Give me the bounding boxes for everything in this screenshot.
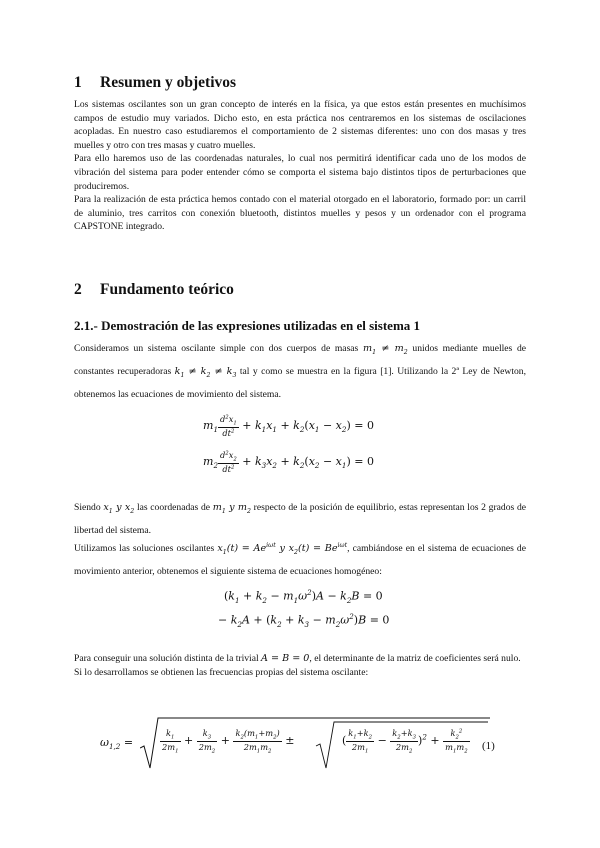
math-inline: $k_1 \ne k_2 \ne k_3$	[174, 365, 237, 379]
math-inline: $m_1$ y $m_2$	[212, 502, 251, 515]
section-1-heading	[74, 74, 236, 92]
equation-number: (1)	[482, 740, 495, 752]
section-1-body	[74, 98, 526, 234]
paragraph: Para la realización de esta práctica hemos contado con el material otorgado en el laboratorio, formado por: un carril de aluminio, tres carritos con conexión bluetooth, distintos muelles y pesos y un ordenador con el programa CAPSTONE integrado.	[74, 194, 526, 233]
determinant-paragraph	[74, 652, 526, 680]
intro-paragraph	[74, 339, 526, 404]
document-page: 1 Resumen y objetivos Los sistemas oscilantes son un gran concepto de interés en la física, ya que estos están presentes en muchísimos campos de estudio muy variados. Dicho esto, en esta práctica nos centraremos en los sistemas de oscilaciones acopladas. En nuestro caso estudiaremos el comportamiento de 2 sistemas diferentes: uno con dos masas y tres muelles y otro con tres masas y cuatro muelles. Para ello haremos uso de las coordenadas naturales, lo cual nos permitirá identificar cada uno de los modos de vibración del sistema para poder entender cómo se comporta el sistema bajo distintos tipos de perturbaciones que produciremos. Para la realización de esta práctica hemos contado con el material otorgado en el laboratorio, formado por: un carril de aluminio, tres carritos con conexión bluetooth, distintos muelles y pesos y un ordenador con el programa CAPSTONE integrado. 2 Fundamento teórico 2.1.- Demostración de las expresiones utilizadas en el sistema 1 Consideramos un sistema oscilante simple con dos cuerpos de masas $m_1 \ne m_2$ unidos mediante muelles de constantes recuperadoras $k_1 \ne k_2 \ne k_3$ tal y como se muestra en la figura [1]. Utilizando la 2ª Ley de Newton, obtenemos las ecuaciones de movimiento del sistema. $m_1$ $\frac{d^2x_1}{dt^2}$ + $k_1x_1 + k_2(x_1 - x_2) = 0$ $m_2$ $\frac{d^2x_2}{dt^2}$ + $k_3x_2 + k_2(x_2 - x_1) = 0$ Siendo $x_1$ y $x_2$ las coordenadas de $m_1$ y $m_2$ respecto de la posición de equilibrio, estas representan los 2 grados de libertad del sistema. Utilizamos las soluciones oscilantes $x_1(t) = Ae^{i\omega t}$ y $x_2(t) = Be^{i\omega t}$, cambiándose en el sistema de ecuaciones de movimiento anterior, obtenemos el siguiente sistema de ecuaciones homogéneo: $(k_1 + k_2 - m_1\omega^2)A - k_2B = 0$ − $k_2A + (k_2 + k_3 - m_2\omega^2)B = 0$ Para conseguir una solución distinta de la trivial A = B = 0, el determinante de la matriz de coeficientes será nulo. Si lo desarrollamos se obtienen las frecuencias propias del sistema oscilante: $\omega_{1,2}$ = $\frac{k_1}{2m_1}$ + $\frac{k_3}{2m_2}$ + $\frac{k_2(m_1+m_2)}{2m_1m_2}$ ± ( $\frac{k_1+k_2}{2m_1}$ − $\frac{k_2+k_3}{2m_2}$ )$^2$ + $\frac{k_2^2}{m_1m_2}$ (1)	[0, 0, 600, 848]
math-inline: $x_1$ y $x_2$	[103, 502, 135, 515]
equation-homogeneous-2: − $k_2A + (k_2 + k_3 - m_2\omega^2)B = 0$	[218, 612, 390, 629]
paragraph: Para ello haremos uso de las coordenadas naturales, lo cual nos permitirá identificar cada uno de los modos de vibración del sistema para poder entender cómo se comporta el sistema bajo distintos tipos de perturbaciones que produciremos.	[74, 153, 526, 192]
text: Para conseguir una solución distinta de la trivial	[74, 653, 259, 664]
coordinates-paragraph	[74, 498, 526, 540]
text: unidos mediante muelles de constantes recuperadoras	[74, 343, 526, 377]
section-title: Fundamento teórico	[100, 281, 234, 298]
equation-motion-2: $m_2$ $\frac{d^2x_2}{dt^2}$ + $k_3x_2 + k_2(x_2 - x_1) = 0$	[203, 450, 374, 474]
text: Siendo	[74, 502, 101, 513]
text: tal y como se muestra en la figura [1]. Utilizando la 2ª Ley de Newton, obtenemos las ecuaciones de movimiento del sistema.	[74, 365, 526, 400]
math-inline: A = B = 0	[261, 653, 310, 664]
section-number: 1	[74, 74, 82, 91]
section-2-heading	[74, 281, 234, 299]
text: , cambiándose en el sistema de ecuaciones de movimiento anterior, obtenemos el siguiente sistema de ecuaciones homogéneo:	[74, 543, 526, 578]
section-title: Resumen y objetivos	[100, 74, 237, 91]
solutions-paragraph	[74, 536, 526, 581]
paragraph: Los sistemas oscilantes son un gran concepto de interés en la física, ya que estos están presentes en muchísimos campos de estudio muy variados. Dicho esto, en esta práctica nos centraremos en los sistemas de oscilaciones acopladas. En nuestro caso estudiaremos el comportamiento de 2 sistemas diferentes: uno con dos masas y tres muelles y otro con tres masas y cuatro muelles.	[74, 99, 526, 151]
equation-motion-1: $m_1$ $\frac{d^2x_1}{dt^2}$ + $k_1x_1 + k_2(x_1 - x_2) = 0$	[203, 414, 374, 438]
text: Utilizamos las soluciones oscilantes	[74, 543, 215, 555]
text: las coordenadas de	[136, 502, 210, 513]
equation-homogeneous-1: $(k_1 + k_2 - m_1\omega^2)A - k_2B = 0$	[224, 588, 383, 605]
text: , el determinante de la matriz de coeficientes será nulo.	[309, 653, 521, 664]
math-inline: $m_1 \ne m_2$	[362, 343, 408, 356]
section-number: 2	[74, 281, 82, 298]
text: Consideramos un sistema oscilante simple con dos cuerpos de masas	[74, 343, 359, 354]
math-inline: $x_1(t) = Ae^{i\omega t}$ y $x_2(t) = Be^{i\omega t}$	[217, 542, 348, 557]
text: respecto de la posición de equilibrio, estas representan los 2 grados de libertad del sistema.	[74, 502, 526, 536]
subsection-heading: 2.1.- Demostración de las expresiones utilizadas en el sistema 1	[74, 318, 421, 333]
paragraph: Si lo desarrollamos se obtienen las frecuencias propias del sistema oscilante:	[74, 667, 369, 678]
